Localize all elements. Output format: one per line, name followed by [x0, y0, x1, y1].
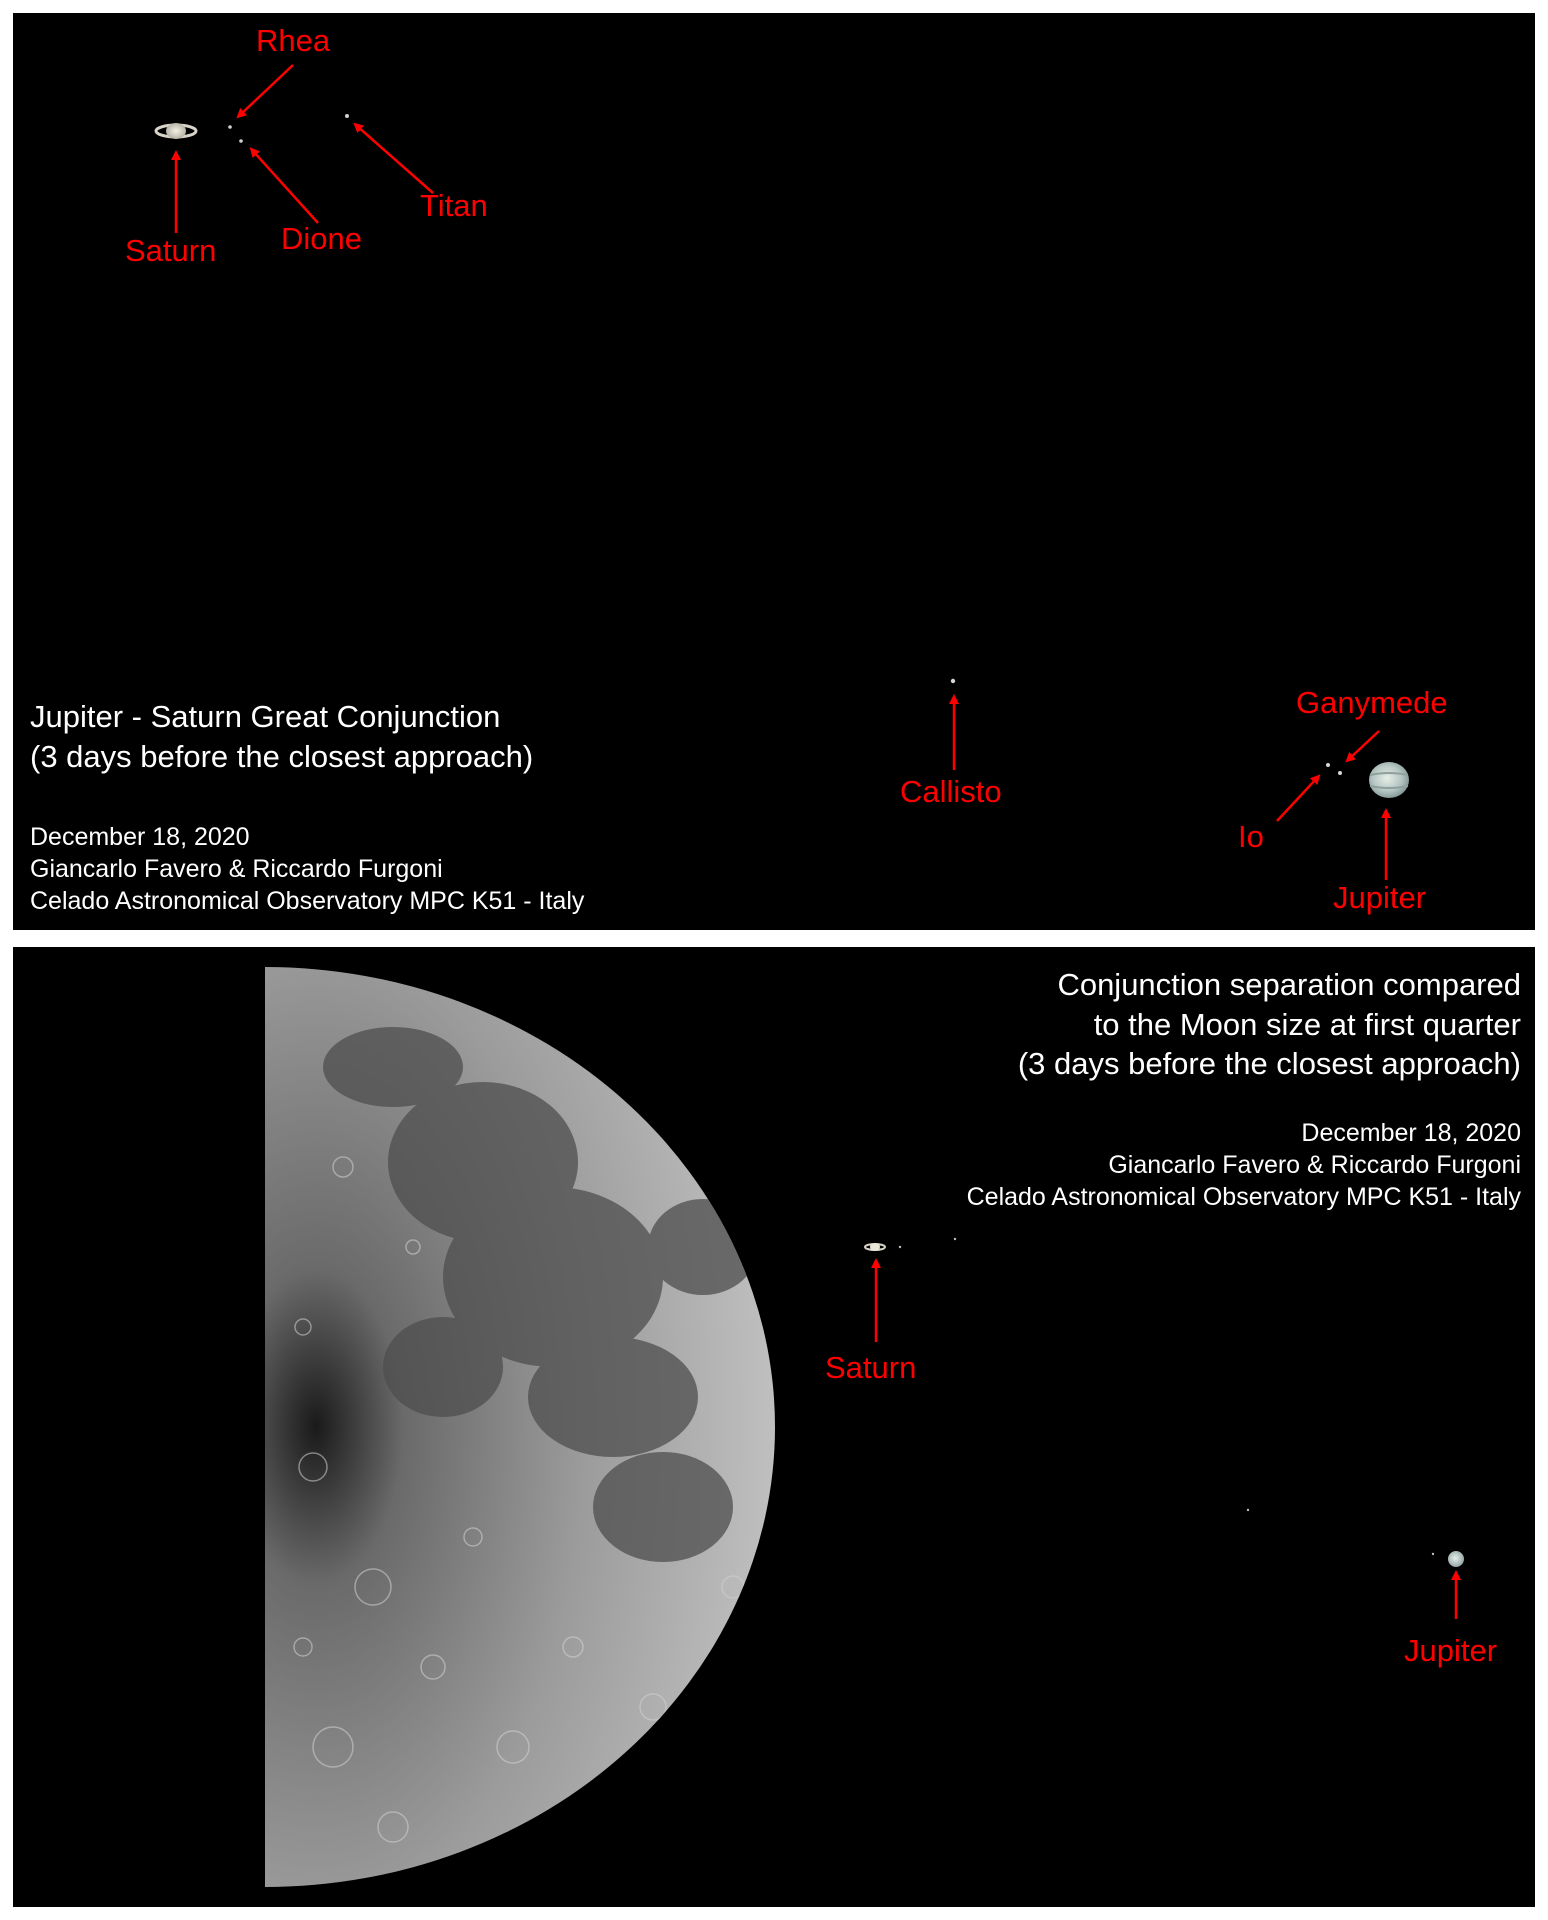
moon-dot — [1432, 1553, 1434, 1555]
callisto-moon — [951, 679, 955, 683]
moon-dot — [954, 1238, 956, 1240]
rhea-arrow — [240, 65, 293, 115]
callisto-label: Callisto — [900, 774, 1002, 809]
moon-first-quarter — [265, 967, 775, 1887]
ganymede-label: Ganymede — [1296, 685, 1448, 720]
observatory-text: Celado Astronomical Observatory MPC K51 - Italy — [30, 887, 585, 915]
io-moon — [1326, 763, 1330, 767]
title-line: (3 days before the closest approach) — [1017, 1046, 1521, 1082]
top-caption-title — [30, 697, 533, 776]
conjunction-photo-panel — [13, 13, 1535, 930]
jupiter-label: Jupiter — [1333, 880, 1427, 915]
saturn-label: Saturn — [125, 233, 217, 268]
io-arrow — [1277, 778, 1317, 821]
observatory-text: Celado Astronomical Observatory MPC K51 - Italy — [966, 1183, 1521, 1211]
moon-dot — [899, 1246, 901, 1248]
rhea-moon — [228, 125, 232, 129]
titan-arrow — [357, 126, 433, 193]
dione-arrow — [253, 151, 318, 223]
titan-label: Titan — [420, 188, 488, 223]
saturn-planet — [156, 123, 196, 139]
dione-label: Dione — [281, 221, 362, 256]
saturn-planet — [865, 1243, 885, 1251]
date-text: December 18, 2020 — [1301, 1119, 1521, 1147]
rhea-label: Rhea — [256, 23, 331, 58]
date-text: December 18, 2020 — [30, 823, 250, 851]
title-line: Jupiter - Saturn Great Conjunction — [30, 699, 501, 734]
io-label: Io — [1238, 819, 1264, 854]
jupiter-label: Jupiter — [1404, 1633, 1498, 1668]
moon-comparison-photo — [13, 947, 1535, 1907]
dione-moon — [239, 139, 243, 143]
jupiter-planet — [1448, 1551, 1464, 1567]
title-line: to the Moon size at first quarter — [1093, 1006, 1521, 1042]
jupiter-planet — [1369, 762, 1409, 798]
moon-comparison-panel — [13, 947, 1535, 1907]
authors-text: Giancarlo Favero & Riccardo Furgoni — [1108, 1151, 1521, 1179]
titan-moon — [345, 114, 349, 118]
title-line: Conjunction separation compared — [1057, 967, 1521, 1002]
moon-dot — [1247, 1509, 1249, 1511]
title-line: (3 days before the closest approach) — [30, 738, 534, 774]
bottom-caption-title — [1018, 965, 1521, 1084]
ganymede-arrow — [1349, 731, 1379, 759]
conjunction-photo — [13, 13, 1535, 930]
saturn-label: Saturn — [825, 1350, 917, 1385]
bottom-caption-credits — [967, 1117, 1521, 1213]
authors-text: Giancarlo Favero & Riccardo Furgoni — [30, 855, 443, 883]
top-caption-credits — [30, 821, 584, 917]
ganymede-moon — [1338, 771, 1342, 775]
